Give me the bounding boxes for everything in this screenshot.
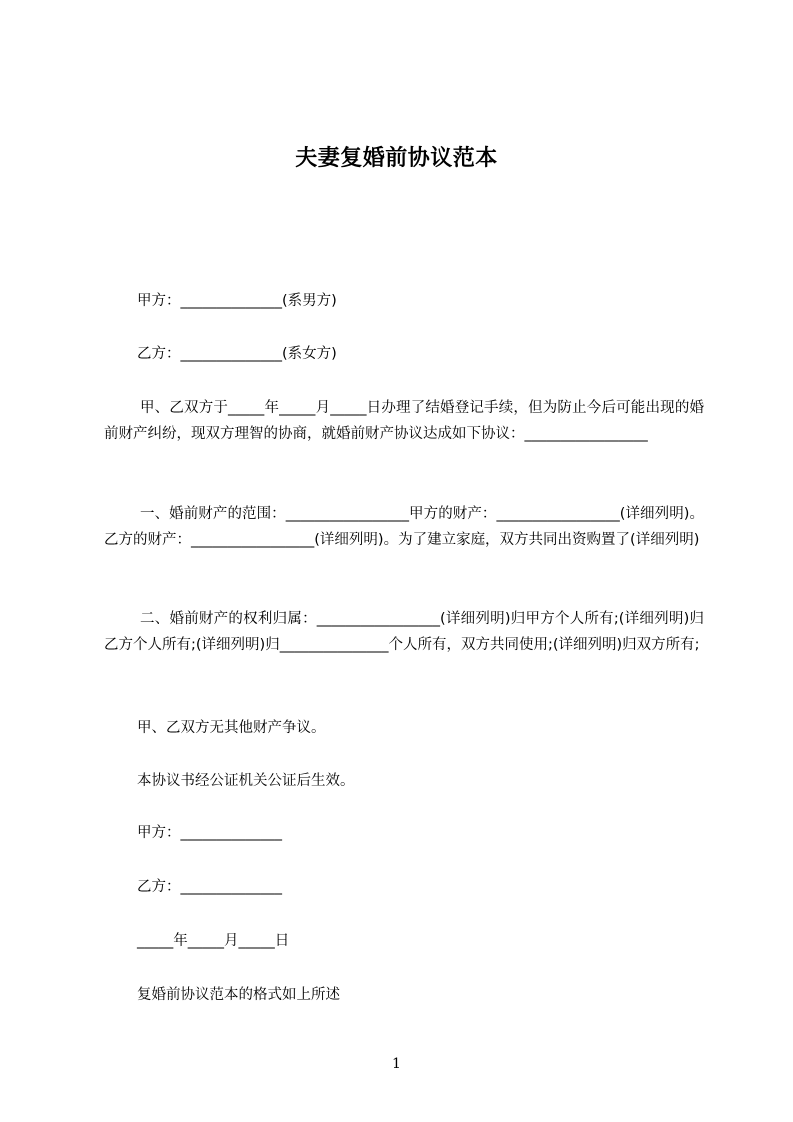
date-line: _____年_____月_____日 (137, 933, 290, 949)
page-number: 1 (392, 1056, 401, 1072)
clause-2-text: 二、婚前财产的权利归属：_________________(详细列明)归甲方个人所有;(详细列明)归乙方个人所有;(详细列明)归_______________个人所有，双方共同使用;(详细列明)归双方所有; (104, 611, 704, 653)
page-title: 夫妻复婚前协议范本 (295, 146, 498, 171)
clause-2-paragraph (104, 606, 704, 658)
effective-line: 本协议书经公证机关公证后生效。 (137, 773, 355, 789)
intro-paragraph (104, 395, 704, 447)
sign-b-line: 乙方：______________ (137, 879, 282, 895)
sign-a-line: 甲方：______________ (137, 825, 282, 841)
intro-text: 甲、乙双方于_____年_____月_____日办理了结婚登记手续，但为防止今后可能出现的婚前财产纠纷，现双方理智的协商，就婚前财产协议达成如下协议：_________________ (104, 400, 704, 442)
clause-1-paragraph (104, 501, 704, 553)
party-a-line: 甲方：______________(系男方) (137, 293, 337, 309)
clause-1-text: 一、婚前财产的范围：_________________甲方的财产：_________________(详细列明)。乙方的财产：_________________(详细列明)。为了建立家庭，双方共同出资购置了(详细列明) (104, 506, 704, 548)
no-dispute-line: 甲、乙双方无其他财产争议。 (137, 720, 326, 736)
party-b-line: 乙方：______________(系女方) (137, 346, 337, 362)
footer-note: 复婚前协议范本的格式如上所述 (137, 987, 340, 1003)
